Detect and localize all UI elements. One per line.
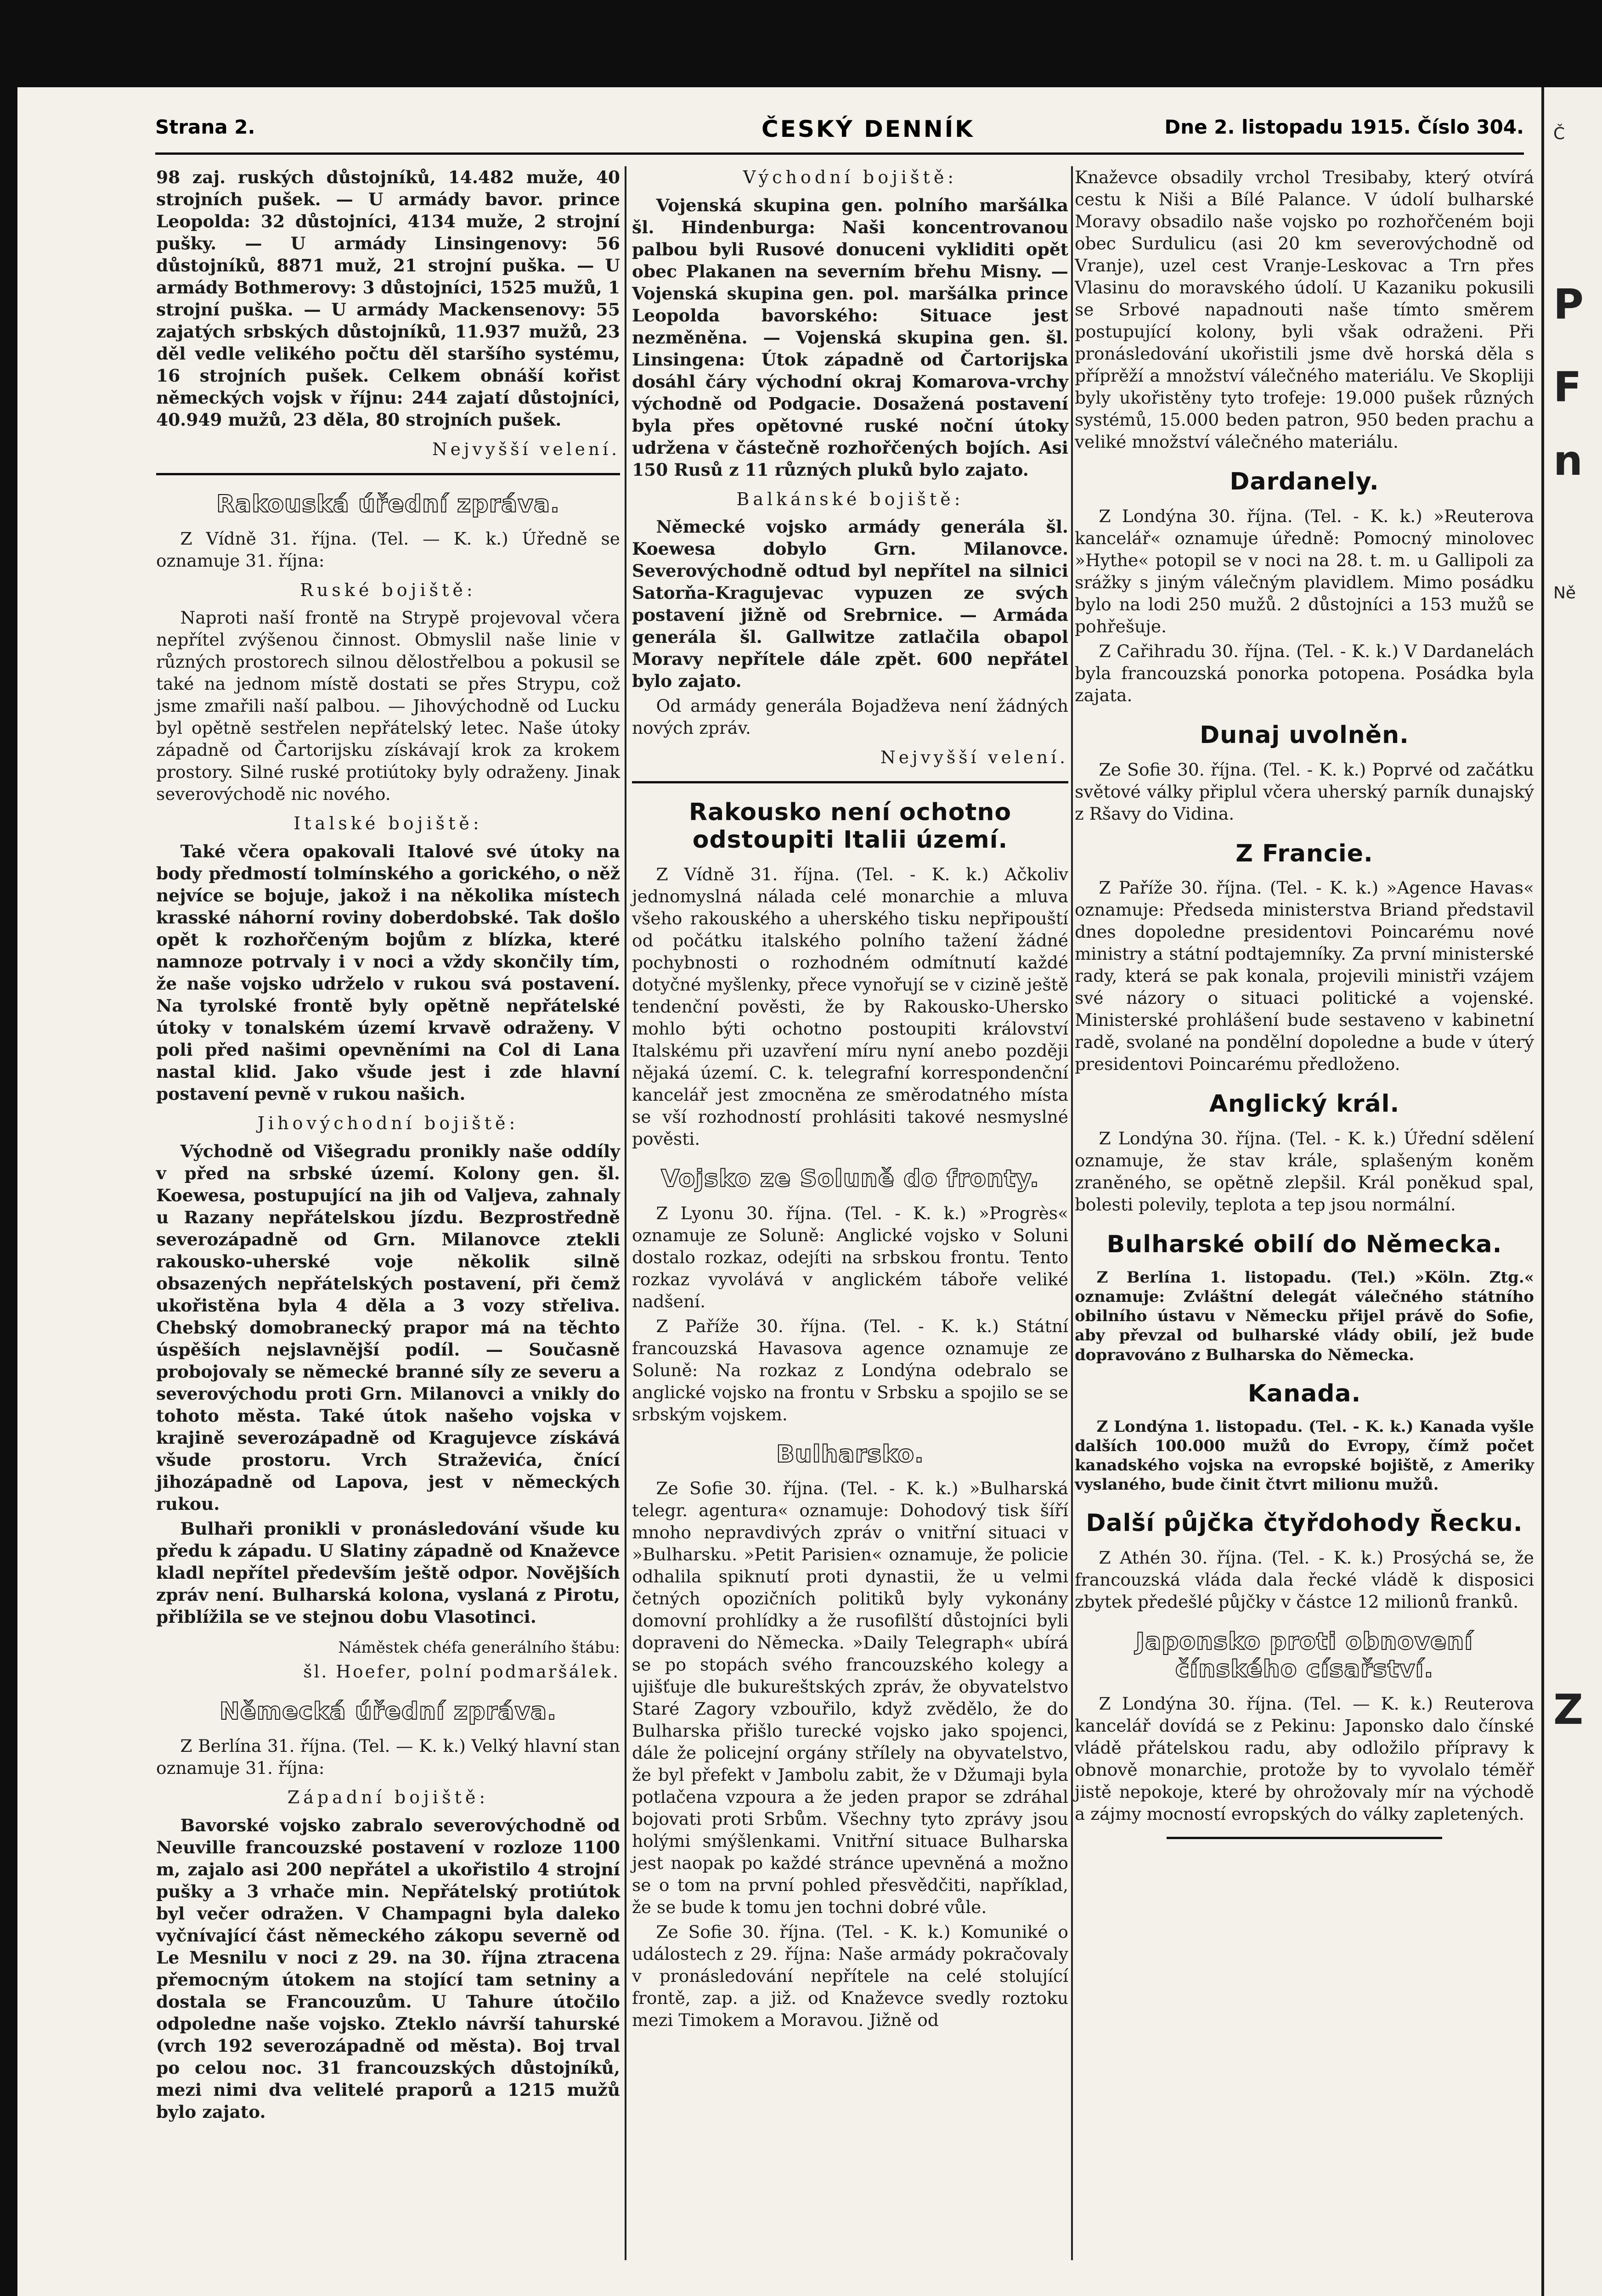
- headline: Bulharské obilí do Německa.: [1106, 1231, 1502, 1259]
- headline: Rakouská úřední zpráva.: [216, 490, 560, 518]
- page-number: Strana 2.: [155, 116, 255, 138]
- article-paragraph: Z Londýna 30. října. (Tel. — K. k.) Reuterova kancelář dovídá se z Pekinu: Japonsko dalo čínské vládě přátelskou radu, aby odložilo přípravy k obnově monarchie, protože by to vyvolalo téměř jistě nepokoje, které by ohrožovaly mír na východě a zájmy mocností evropských do války zapletených.: [1075, 1693, 1534, 1824]
- article-paragraph: Z Vídně 31. října. (Tel. — K. k.) Úředně se oznamuje 31. října:: [156, 528, 620, 571]
- signature: Nejvyšší velení.: [880, 747, 1068, 768]
- column-2: [632, 166, 1068, 2034]
- signature: Nejvyšší velení.: [432, 439, 620, 459]
- column-divider: [625, 166, 626, 2260]
- headline: Další půjčka čtyřdohody Řecku.: [1086, 1509, 1523, 1537]
- article-paragraph: Naproti naší frontě na Strypě projevoval včera nepřítel zvýšenou činnost. Obmyslil naše linie v různých prostorech silnou dělostřelbou a pokusil se také na jednom místě dostati se přes Strypu, což jsme zmařili naší palbou. — Jihovýchodně od Lucku byl opětně sestřelen nepřátelský letec. Naše útoky západně od Čartorijsku získávají krok za krokem prostory. Silné ruské protiútoky byly odraženy. Jinak severovýchodě nic nového.: [156, 608, 620, 805]
- article-paragraph: Ze Sofie 30. října. (Tel. - K. k.) Poprvé od začátku světové války připlul včera uherský parník dunajský z Ršavy do Vidina.: [1075, 759, 1534, 824]
- headline: Anglický král.: [1209, 1090, 1400, 1118]
- section-heading: Balkánské bojiště:: [736, 489, 964, 509]
- article-paragraph: Vojenská skupina gen. polního maršálka šl. Hindenburga: Naši koncentrovanou palbou byli Rusové donuceni vykliditi opět obec Plakanen na severním břehu Misny. — Vojenská skupina gen. pol. maršálka prince Leopolda bavorského: Situace jest nezměněna. — Vojenská skupina gen. šl. Linsingena: Útok západně od Čartorijska dosáhl čáry východní okraj Komarova-vrchy východně od Podgacie. Dosažená postavení byla přes opětovné ruské noční útoky udržena v částečně rozhořčených bojích. Asi 150 Rusů z 11 různých pluků bylo zajato.: [632, 195, 1068, 480]
- article-paragraph: Bulhaři pronikli v pronásledování všude ku předu k západu. U Slatiny západně od Knaževce kladl nepřítel především ještě odpor. Novějších zpráv není. Bulharská kolona, vyslaná z Pirotu, přiblížila se ve stejnou dobu Vlasotinci.: [156, 1518, 620, 1627]
- fragment-text: Ně: [1553, 584, 1576, 602]
- masthead: [155, 116, 1524, 148]
- headline: Vojsko ze Soluně do fronty.: [661, 1165, 1039, 1193]
- article-paragraph: Z Berlína 31. října. (Tel. — K. k.) Velký hlavní stan oznamuje 31. října:: [156, 1735, 620, 1778]
- article-paragraph: Také včera opakovali Italové své útoky na body předmostí tolmínského a gorického, o něž nejvíce se bojuje, jakož i na několika místech krasské náhorní roviny doberdobské. Tak došlo opět k rozhořčeným bojům z blízka, které namnoze potrvaly i v noci a vždy skončily tím, že naše vojsko udrželo v rukou svá postavení. Na tyrolské frontě byly opětně nepřátelské útoky v tonalském území krvavě odraženy. V poli před našimi opevněními na Col di Lana nastal klid. Jako všude jest i zde hlavní postavení pevně v rukou našich.: [156, 841, 620, 1104]
- section-heading: Ruské bojiště:: [300, 580, 476, 600]
- headline: Dardanely.: [1230, 468, 1379, 495]
- fragment-text: Z: [1553, 1686, 1584, 1734]
- article-paragraph: Z Berlína 1. listopadu. (Tel.) »Köln. Ztg.« oznamuje: Zvláštní delegát válečného státního obilního ústavu v Německu přijel právě do Sofie, aby převzal od bulharské vlády obilí, jež bude dopravováno z Bulharska do Německa.: [1075, 1268, 1534, 1364]
- headline: Rakousko není ochotno odstoupiti Italii území.: [688, 799, 1012, 854]
- headline: Japonsko proti obnovení čínského císařství.: [1135, 1627, 1473, 1683]
- article-paragraph: Ze Sofie 30. října. (Tel. - K. k.) Komuniké o událostech z 29. října: Naše armády pokračovaly v pronásledování nepřítele na celé stolující frontě, zap. a již. od Knaževce svedly roztoku mezi Timokem a Moravou. Jižně od: [632, 1922, 1068, 2031]
- newspaper-title: ČESKÝ DENNÍK: [762, 116, 975, 142]
- masthead-rule: [155, 152, 1524, 155]
- newspaper-page: [17, 87, 1541, 2296]
- article-paragraph: Z Londýna 1. listopadu. (Tel. - K. k.) Kanada vyšle dalších 100.000 mužů do Evropy, čímž počet kanadského vojska na evropské bojiště, z Ameriky vyslaného, bude činit čtvrt milionu mužů.: [1075, 1417, 1534, 1494]
- headline: Dunaj uvolněn.: [1200, 721, 1409, 749]
- section-heading: Jihovýchodní bojiště:: [257, 1113, 519, 1134]
- adjacent-page-edge: [1541, 87, 1602, 2296]
- headline: Německá úřední zpráva.: [220, 1698, 557, 1726]
- section-rule: [632, 781, 1068, 783]
- fragment-text: P: [1553, 281, 1584, 329]
- column-divider: [1071, 166, 1073, 2260]
- fragment-text: F: [1553, 363, 1582, 411]
- headline: Bulharsko.: [776, 1440, 924, 1468]
- article-paragraph: Z Londýna 30. října. (Tel. - K. k.) Úřední sdělení oznamuje, že stav krále, splašeným koněm zraněného, se opětně zlepšil. Král poněkud spal, bolesti polevily, teplota a tep jsou normální.: [1075, 1128, 1534, 1215]
- article-paragraph: Z Londýna 30. října. (Tel. - K. k.) »Reuterova kancelář« oznamuje úředně: Pomocný minolovec »Hythe« potopil se v noci na 28. t. m. u Gallipoli za srážky s jiným válečným plavidlem. Mimo posádku bylo na lodi 250 mužů. 2 důstojníci a 153 mužů se pohřešuje.: [1075, 506, 1534, 636]
- article-paragraph: Ze Sofie 30. října. (Tel. - K. k.) »Bulharská telegr. agentura« oznamuje: Dohodový tisk šíří mnoho nepravdivých zpráv o vnitřní situaci v »Bulharsku. »Petit Parisien« oznamuje, že policie odhalila spiknutí proti dynastii, že u velmi četných opozičních politiků byly vykonány domovní prohlídky a že rusofilští důstojníci byli dopraveni do Německa. »Daily Telegraph« ubírá se po stopách svého francouzského kolegy a ujišťuje dle bukureštských zpráv, že obyvatelstvo Staré Zagory vzbouřilo, když zvědělo, že do Bulharska přišlo turecké vojsko jako spojenci, dále že policejní orgány střílely na obyvatelstvo, že byl přefekt v Jambolu zabit, že v Džumaji byla potlačena vzpoura a že jeden prapor se zdráhal bojovati proti Srbům. Všechny tyto zprávy jsou holými smýšlenkami. Vnitřní situace Bulharska jest naopak po každé stránce upevněná a možno se o tom na první pohled přesvědčiti, například, že se bude k tomu jen tochni dobré vůle.: [632, 1478, 1068, 1918]
- signature-title: Náměstek chéfa generálního štábu:: [338, 1638, 620, 1657]
- article-paragraph: Z Athén 30. října. (Tel. - K. k.) Prosýchá se, že francouzská vláda dala řecké vládě k disposici zbytek předešlé půjčky v částce 12 milionů franků.: [1075, 1547, 1534, 1612]
- issue-date: Dne 2. listopadu 1915. Číslo 304.: [1164, 116, 1524, 138]
- headline: Kanada.: [1247, 1379, 1361, 1407]
- section-rule: [156, 473, 620, 475]
- article-paragraph: Knaževce obsadily vrchol Tresibaby, který otvírá cestu k Niši a Bílé Palance. V údolí bulharské Moravy obsadilo naše vojsko po rozhořčeném boji obec Surdulicu (asi 20 km severovýchodně od Vranje), uzel cest Vranje-Leskovac a Trn přes Vlasinu do moravského údolí. U Kazaniku pokusili se Srbové napadnouti naše tímto směrem postupující kolony, byli však odraženi. Při pronásledování ukořistili jsme dvě horská děla s příprěží a množství válečného materiálu. Ve Skopliji byly ukořistěny tyto trofeje: 19.000 pušek různých systémů, 15.000 beden patron, 950 beden prachu a veliké množství válečného materiálu.: [1075, 167, 1534, 452]
- section-heading: Východní bojiště:: [743, 167, 958, 187]
- article-paragraph: Z Cařihradu 30. října. (Tel. - K. k.) V Dardanelách byla francouzská ponorka potopena. Posádka byla zajata.: [1075, 641, 1534, 705]
- article-paragraph: Od armády generála Bojadževa není žádných nových zpráv.: [632, 696, 1068, 738]
- section-heading: Západní bojiště:: [287, 1787, 489, 1807]
- article-paragraph: Východně od Višegradu pronikly naše oddíly v před na srbské území. Kolony gen. šl. Koewesa, postupující na jih od Valjeva, zahnaly u Razany nepřátelskou jízdu. Bezprostředně severozápadně od Grn. Milanovce ztekli rakousko-uherské voje několik silně obsazených nepřátelských postavení, při čemž ukořistěna byla 4 děla a 3 vozy střeliva. Chebský domobranecký prapor má na těchto úspěších nejslavnější podíl. — Současně probojovaly se německé branné síly ze severu a severovýchodu proti Grn. Milanovci a vnikly do tohoto města. Také útok našeho vojska v krajině severozápadně od Kragujevce získává všude prostoru. Vrch Straževića, čnící jihozápadně od Lapova, jest v německých rukou.: [156, 1141, 620, 1514]
- article-paragraph: Z Paříže 30. října. (Tel. - K. k.) »Agence Havas« oznamuje: Předseda ministerstva Briand představil dnes dopoledne presidentovi Poincarému nové ministry a státní podtajemníky. Za první ministerské rady, která se pak konala, projevili ministři vzájem své názory o situaci politické a vojenské. Ministerské prohlášení bude sestaveno v kabinetní radě, svolané na pondělní dopoledne a bude v úterý presidentovi Poincarému předloženo.: [1075, 878, 1534, 1075]
- article-paragraph: Německé vojsko armády generála šl. Koewesa dobylo Grn. Milanovce. Severovýchodně odtud byl nepřítel na silnici Satorňa-Kragujevac vypuzen ze svých postavení jižně od Srebrnice. — Armáda generála šl. Gallwitze zatlačila obapol Moravy nepřítele dále zpět. 600 nepřátel bylo zajato.: [632, 517, 1068, 692]
- column-3: [1075, 166, 1534, 1839]
- headline: Z Francie.: [1235, 839, 1373, 867]
- end-rule: [1167, 1837, 1442, 1839]
- article-paragraph: Z Paříže 30. října. (Tel. - K. k.) Státní francouzská Havasova agence oznamuje ze Soluně: Na rozkaz z Londýna odebralo se anglické vojsko na frontu v Srbsku a spojilo se se srbským vojskem.: [632, 1316, 1068, 1424]
- article-paragraph: Bavorské vojsko zabralo severovýchodně od Neuville francouzské postavení v rozloze 1100 m, zajalo asi 200 nepřátel a ukořistilo 4 strojní pušky a 3 vrhače min. Nepřátelský protiútok byl večer odražen. V Champagni byla daleko vyčnívající část německého zákopu severně od Le Mesnilu v noci z 29. na 30. října ztracena přemocným útokem na stojící tam setniny a dostala se Francouzům. U Tahure útočilo odpoledne naše vojsko. Zteklo návrší tahurské (vrch 192 severozápadně od města). Boj trval po celou noc. 31 francouzských důstojníků, mezi nimi dva velitelé praporů a 1215 mužů bylo zajato.: [156, 1815, 620, 2122]
- fragment-text: n: [1553, 437, 1583, 485]
- column-1: [156, 166, 620, 2126]
- article-paragraph: Z Lyonu 30. října. (Tel. - K. k.) »Progrès« oznamuje ze Soluně: Anglické vojsko v Soluni dostalo rozkaz, odejíti na srbskou frontu. Tento rozkaz vyvolává v anglickém táboře veliké nadšení.: [632, 1203, 1068, 1311]
- article-paragraph: 98 zaj. ruských důstojníků, 14.482 muže, 40 strojních pušek. — U armády bavor. prince Leopolda: 32 důstojníci, 4134 muže, 2 strojní pušky. — U armády Linsingenovy: 56 důstojníků, 8871 muž, 21 strojní puška. — U armády Bothmerovy: 3 důstojníci, 1525 mužů, 1 strojní puška. — U armády Mackensenovy: 55 zajatých srbských důstojníků, 11.937 mužů, 23 děl vedle velikého počtu děl staršího systému, 16 strojních pušek. Celkem obnáší kořist německých vojsk v říjnu: 244 zajatí důstojníci, 40.949 mužů, 23 děla, 80 strojních pušek.: [156, 167, 620, 430]
- section-heading: Italské bojiště:: [293, 813, 483, 834]
- signature: šl. Hoefer, polní podmaršálek.: [303, 1661, 620, 1682]
- fragment-text: Č: [1553, 124, 1565, 143]
- article-paragraph: Z Vídně 31. října. (Tel. - K. k.) Ačkoliv jednomyslná nálada celé monarchie a mluva všeho rakouského a uherského tisku nepřipouští od počátku italského polního tažení žádné pochybnosti o rozhodném odmítnutí každé dotyčné myšlenky, přece vynořují se v cizině ještě tendenční pověsti, že by Rakousko-Uhersko mohlo býti ochotno postoupiti království Italskému při uzavření míru nyní anebo později nějaká území. C. k. telegrafní korrespondenční kancelář jest zmocněna ze směrodatného místa se vší rozhodností prohlásiti takové nesmyslné pověsti.: [632, 864, 1068, 1149]
